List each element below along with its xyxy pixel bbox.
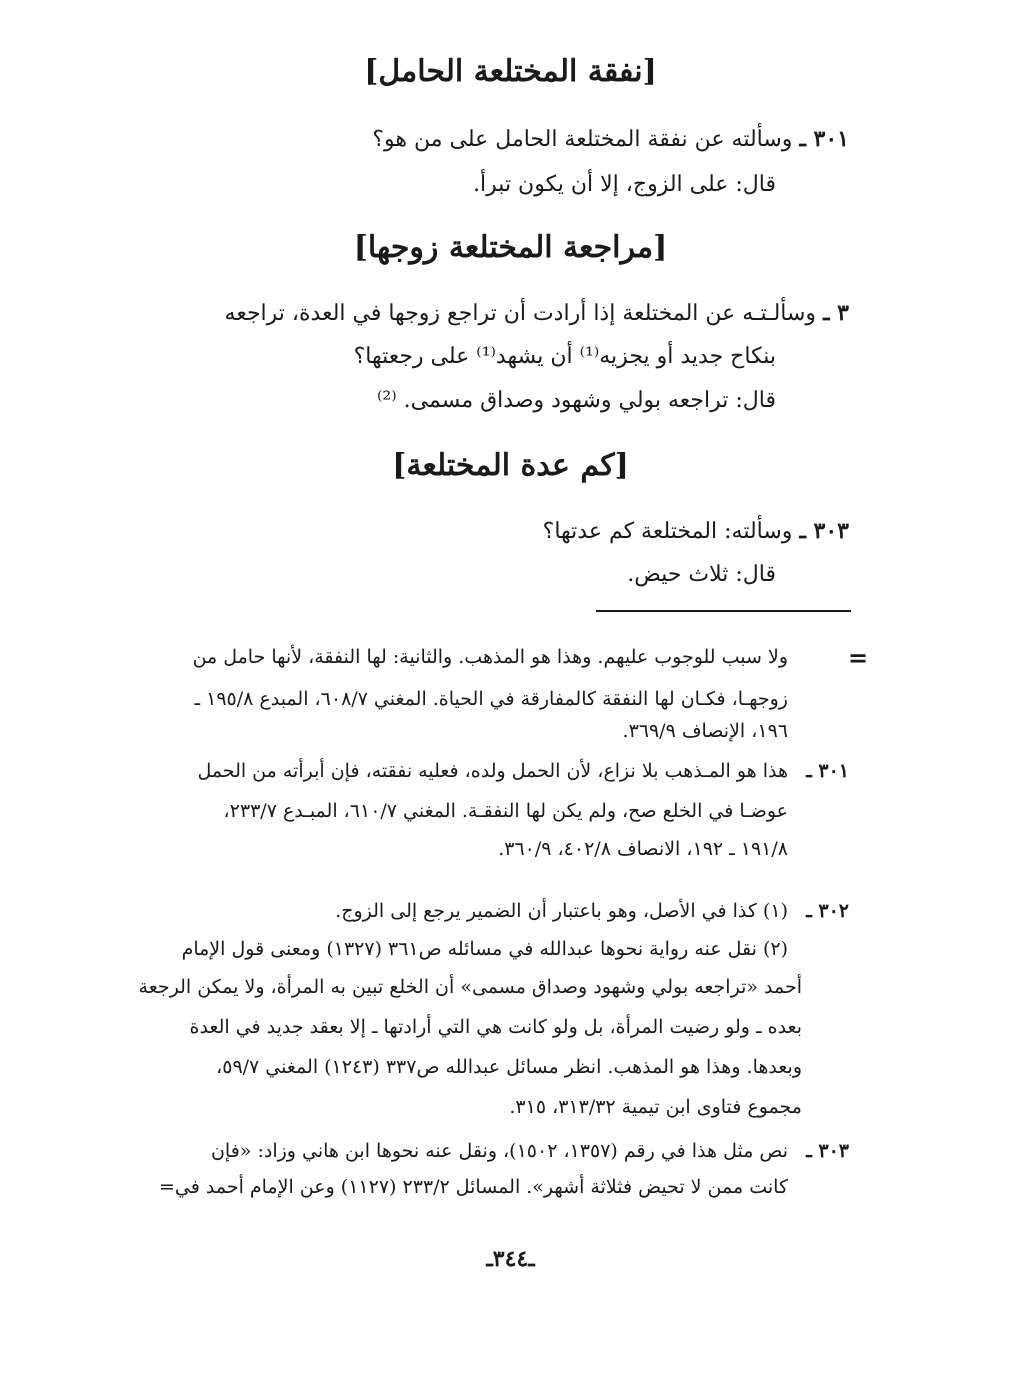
continuation-mark: = bbox=[848, 643, 869, 672]
question-text: وسألـتـه عن المختلعة إذا أرادت أن تراجع زوجها في العدة، تراجعه bbox=[224, 301, 817, 326]
section-heading-khul-return: [مراجعة المختلعة زوجها] bbox=[353, 230, 668, 265]
footnote-carryover-line: زوجهـا، فكـان لها النفقة كالمفارقة في الحياة. المغني ٦٠٨/٧، المبدع ١٩٥/٨ ـ bbox=[194, 688, 788, 710]
question-302-continuation: بنكاح جديد أو يجزيه⁽¹⁾ أن يشهد⁽¹⁾ على رجعتها؟ bbox=[353, 344, 776, 369]
footnote-line: أحمد «تراجعه بولي وشهود وصداق مسمى» أن الخلع تبين به المرأة، ولا يمكن الرجعة bbox=[138, 976, 802, 998]
footnote-line: ١٩١/٨ ـ ١٩٢، الانصاف ٤٠٢/٨، ٣٦٠/٩. bbox=[498, 838, 788, 860]
footnote-separator bbox=[596, 610, 851, 612]
question-301 bbox=[372, 122, 849, 157]
answer-301: قال: على الزوج، إلا أن يكون تبرأ. bbox=[473, 172, 776, 197]
footnote-carryover-line: ولا سبب للوجوب عليهم. وهذا هو المذهب. والثانية: لها النفقة، لأنها حامل من bbox=[192, 646, 788, 668]
answer-303: قال: ثلاث حيض. bbox=[627, 562, 776, 587]
question-text: وسألته عن نفقة المختلعة الحامل على من هو؟ bbox=[372, 127, 793, 152]
footnote-line: نص مثل هذا في رقم (١٣٥٧، ١٥٠٢)، ونقل عنه نحوها ابن هاني وزاد: «فإن bbox=[210, 1140, 788, 1162]
question-number: ٣٠١ ـ bbox=[799, 126, 849, 152]
section-heading-pregnant-khul-maintenance: [نفقة المختلعة الحامل] bbox=[364, 54, 657, 89]
question-text: وسألته: المختلعة كم عدتها؟ bbox=[542, 519, 793, 544]
footnote-line: هذا هو المـذهب بلا نزاع، لأن الحمل ولده، فعليه نفقته، فإن أبرأته من الحمل bbox=[197, 760, 788, 782]
footnote-carryover-line: ١٩٦، الإنصاف ٣٦٩/٩. bbox=[622, 720, 788, 742]
answer-302: قال: تراجعه بولي وشهود وصداق مسمى. ⁽²⁾ bbox=[377, 388, 776, 413]
footnote-number-302: ٣٠٢ ـ bbox=[806, 900, 849, 922]
footnote-line: كانت ممن لا تحيض فثلاثة أشهر». المسائل ٢٣٣/٢ (١١٢٧) وعن الإمام أحمد في= bbox=[158, 1176, 788, 1198]
question-number: ٣٠٣ ـ bbox=[799, 518, 849, 544]
footnote-line: عوضـا في الخلع صح، ولم يكن لها النفقـة. المغني ٦١٠/٧، المبـدع ٢٣٣/٧، bbox=[223, 800, 788, 822]
footnote-line: وبعدها. وهذا هو المذهب. انظر مسائل عبدالله ص٣٣٧ (١٢٤٣) المغني ٥٩/٧، bbox=[216, 1056, 802, 1078]
footnote-line: (١) كذا في الأصل، وهو باعتبار أن الضمير يرجع إلى الزوج. bbox=[335, 900, 788, 922]
question-302 bbox=[225, 296, 849, 331]
question-303 bbox=[543, 514, 849, 549]
footnote-number-301: ٣٠١ ـ bbox=[806, 760, 849, 782]
footnote-line: (٢) نقل عنه رواية نحوها عبدالله في مسائله ص٣٦١ (١٣٢٧) ومعنى قول الإمام bbox=[181, 938, 788, 960]
page-number: ـ٣٤٤ـ bbox=[486, 1246, 535, 1272]
question-number: ٣ ـ bbox=[823, 300, 849, 326]
footnote-line: بعده ـ ولو رضيت المرأة، بل ولو كانت هي التي أرادتها ـ إلا بعقد جديد في العدة bbox=[189, 1016, 802, 1038]
footnote-number-303: ٣٠٣ ـ bbox=[806, 1140, 849, 1162]
section-heading-khul-waiting-period: [كم عدة المختلعة] bbox=[392, 448, 629, 483]
footnote-line: مجموع فتاوى ابن تيمية ٣١٣/٣٢، ٣١٥. bbox=[509, 1096, 802, 1118]
